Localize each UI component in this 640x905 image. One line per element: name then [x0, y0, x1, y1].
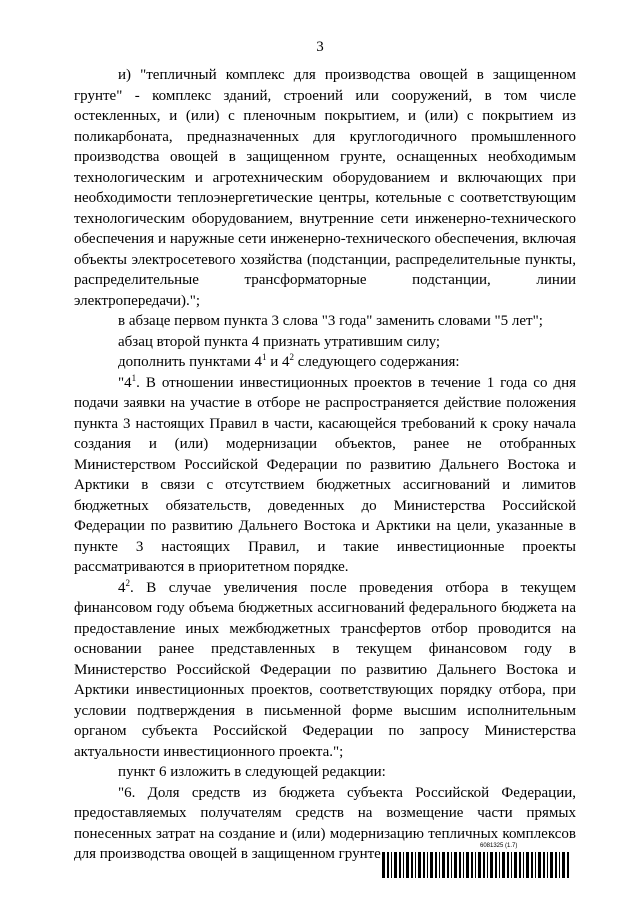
paragraph-greenhouse-definition: и) "тепличный комплекс для производства овощей в защищенном грунте" - комплекс зданий, строений или сооружений, в том числе остекленных, и (или) с пленочным покрытием, и (или) с покрытием из поликарбоната, предназначенных для круглогодичного промышленного производства овощей в защищенном грунте, оснащенных необходимым технологическим и агротехническим оборудованием и включающих при необходимости теплоэнергетические центры, котельные с соответствующим технологическим оборудованием, внутренние сети инженерно-технического обеспечения и наружные сети инженерно-технического обеспечения, включая объекты электросетевого хозяйства (подстанции, распределительные пункты, распределительные трансформаторные подстанции, линии электропередачи)."; [74, 67, 576, 309]
page-number: 3 [316, 39, 324, 55]
document-body [74, 65, 576, 865]
add-items-sup2: 2 [289, 352, 294, 362]
paragraph-item-3-amendment: в абзаце первом пункта 3 слова "3 года" заменить словами "5 лет"; [118, 313, 543, 329]
barcode-label: 6081325 (1.7) [480, 843, 518, 849]
item-4-1-number: "4 [118, 374, 132, 391]
barcode-icon [382, 852, 570, 878]
item-4-2-sup: 2 [125, 577, 130, 588]
add-items-sup1: 1 [261, 352, 267, 362]
add-items-post: следующего содержания: [294, 354, 460, 370]
item-4-1-sup: 1 [131, 372, 137, 383]
paragraph-item-4-1 [74, 373, 576, 578]
add-items-mid: и 4 [266, 354, 290, 370]
paragraph-item-6-intro: пункт 6 изложить в следующей редакции: [118, 764, 386, 780]
add-items-pre: дополнить пунктами 4 [118, 354, 262, 370]
paragraph-item-4-repeal: абзац второй пункта 4 признать утратившим силу; [118, 333, 441, 350]
paragraph-item-6-text: "6. Доля средств из бюджета субъекта Российской Федерации, предоставляемых получателям средств на возмещение части прямых понесенных затрат на создание и (или) модернизацию тепличных комплексов для производства овощей в защищенном грунте [74, 784, 576, 862]
item-4-2-number: 4 [118, 579, 126, 596]
paragraph-item-4-2 [74, 578, 576, 763]
item-4-2-text: . В случае увеличения после проведения отбора в текущем финансовом году объема бюджетных ассигнований федерального бюджета на предоставление иных межбюджетных трансфертов отбор проводится на основании ранее представленных в текущем финансовом году в Министерство Российской Федерации по развитию Дальнего Востока и Арктики инвестиционных проектов, соответствующих порядку отбора, при условии подтверждения в письменной форме высшим исполнительным органом субъекта Российской Федерации по запросу Министерства актуальности инвестиционного проекта."; [74, 579, 576, 760]
paragraph-add-items [74, 352, 576, 373]
item-4-1-text: . В отношении инвестиционных проектов в течение 1 года со дня подачи заявки на участие в отборе не распространяется действие положения пункта 3 настоящих Правил в части, касающейся требований к сроку начала создания и (или) модернизации объектов, ранее не отобранных Министерством Российской Федерации по развитию Дальнего Востока и Арктики в связи с отсутствием бюджетных ассигнований и лимитов бюджетных обязательств, доведенных до Министерства Российской Федерации по развитию Дальнего Востока и Арктики на цели, указанные в пункте 3 настоящих Правил, и такие инвестиционные проекты рассматриваются в приоритетном порядке. [74, 374, 576, 575]
